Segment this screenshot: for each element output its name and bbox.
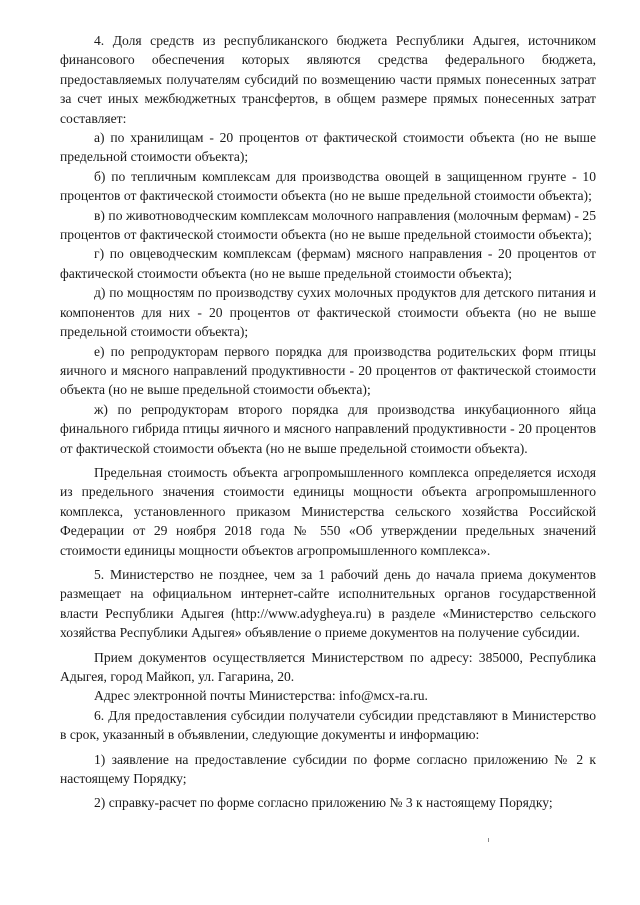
paragraph-6-2: 2) справку-расчет по форме согласно приложению № 3 к настоящему Порядку; <box>94 795 553 811</box>
paragraph-4b: б) по тепличным комплексам для производства овощей в защищенном грунте - 10 процентов от фактической стоимости объекта (но не выше предельной стоимости объекта); <box>60 168 596 204</box>
paragraph-6: 6. Для предоставления субсидии получатели субсидии представляют в Министерство в срок, указанный в объявлении, следующие документы и информацию: <box>60 707 596 743</box>
paragraph-4g: г) по овцеводческим комплексам (фермам) мясного направления - 20 процентов от фактической стоимости объекта (но не выше предельной стоимости объекта); <box>60 246 596 281</box>
paragraph-email: Адрес электронной почты Министерства: info@мсх-ra.ru. <box>94 688 428 704</box>
document-page <box>60 31 596 813</box>
paragraph-reception-address: Прием документов осуществляется Министерством по адресу: 385000, Республика Адыгея, город Майкоп, ул. Гагарина, 20. <box>60 649 596 684</box>
paragraph-6-1: 1) заявление на предоставление субсидии по форме согласно приложению № 2 к настоящему Порядку; <box>60 751 596 787</box>
paragraph-4-intro: 4. Доля средств из республиканского бюджета Республики Адыгея, источником финансового обеспечения которых являются средства федерального бюджета, предоставляемых получателям субсидий по возмещению части прямых понесенных затрат за счет иных межбюджетных трансфертов, в общем размере прямых понесенных затрат составляет: <box>60 33 596 126</box>
paragraph-limit-cost: Предельная стоимость объекта агропромышленного комплекса определяется исходя из предельного значения стоимости единицы мощности объекта агропромышленного комплекса, установленного приказом Министерства сельского хозяйства Российской Федерации от 29 ноября 2018 года № 550 «Об утверждении предельных значений стоимости единицы мощности объектов агропромышленного комплекса». <box>60 464 596 558</box>
paragraph-4v: в) по животноводческим комплексам молочного направления (молочным фермам) - 25 процентов от фактической стоимости объекта (но не выше предельной стоимости объекта); <box>60 207 596 243</box>
paragraph-5: 5. Министерство не позднее, чем за 1 рабочий день до начала приема документов размещает на официальном интернет-сайте исполнительных органов государственной власти Республики Адыгея (http://www.adygheya.ru) в разделе «Министерство сельского хозяйства Республики Адыгея» объявление о приеме документов на получение субсидии. <box>60 566 596 641</box>
paragraph-4d: д) по мощностям по производству сухих молочных продуктов для детского питания и компонентов для них - 20 процентов от фактической стоимости объекта (но не выше предельной стоимости объекта); <box>60 285 596 340</box>
paragraph-4e: е) по репродукторам первого порядка для производства родительских форм птицы яичного и мясного направлений продуктивности - 20 процентов от фактической стоимости объекта (но не выше предельной стоимости объекта); <box>60 343 596 398</box>
scan-mark <box>488 838 489 842</box>
paragraph-4zh: ж) по репродукторам второго порядка для производства инкубационного яйца финального гибрида птицы яичного и мясного направлений продуктивности - 20 процентов от фактической стоимости объекта (но не выше предельной стоимости объекта). <box>60 401 596 456</box>
paragraph-4a: а) по хранилищам - 20 процентов от фактической стоимости объекта (но не выше предельной стоимости объекта); <box>60 130 596 165</box>
